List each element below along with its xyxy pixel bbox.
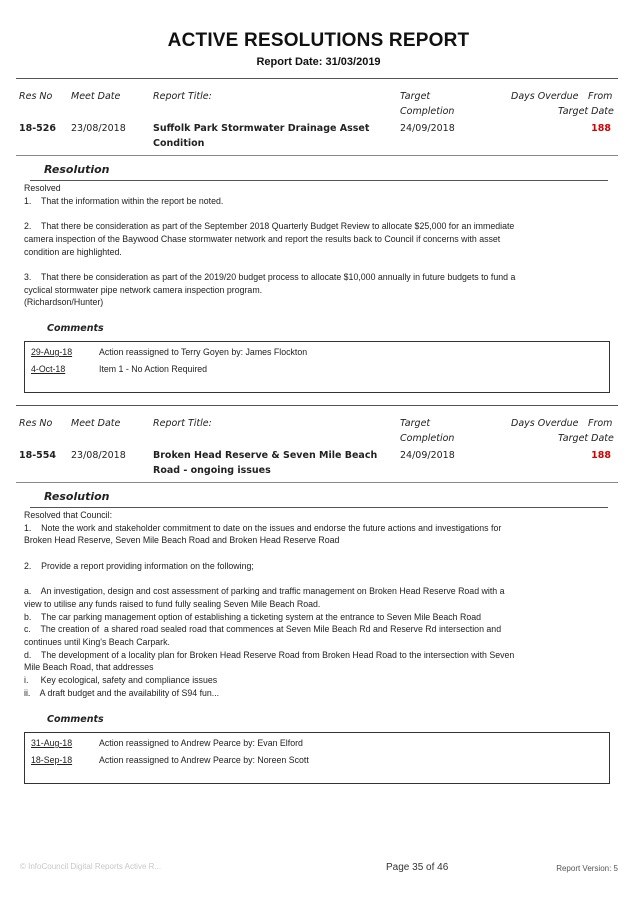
block-divider <box>16 405 618 406</box>
target-completion: 24/09/2018 <box>400 123 455 134</box>
col-header-target: Target <box>400 91 431 102</box>
meet-date: 23/08/2018 <box>71 450 126 461</box>
col-header-report-title: Report Title: <box>153 91 212 102</box>
days-overdue: 188 <box>591 123 611 134</box>
report-title-line-2: Road - ongoing issues <box>153 465 271 476</box>
col-header-report-title: Report Title: <box>153 418 212 429</box>
report-title-line-1: Suffolk Park Stormwater Drainage Asset <box>153 123 370 134</box>
resolution-text: Resolved that Council: 1. Note the work and stakeholder commitment to date on the issues and endorse the future actions and investigations for Broken Head Reserve, Seven Mile Beach Road and Broken Head Reserve Road 2. Provide a report providing information on the following; a. An investigation, design and cost assessment of parking and traffic management on Broken Head Reserve Road with a view to utilise any funds raised to fund fully sealing Seven Mile Beach Road. b. The car parking management option of establishing a ticketing system at the entrance to Seven Mile Beach Road c. The creation of a shared road sealed road that commences at Seven Mile Beach Rd and Reserve Rd intersection and continues until King's Beach Carpark. d. The development of a locality plan for Broken Head Reserve Road from Broken Head Road to the intersection with Seven Mile Beach Road, that addresses i. Key ecological, safety and compliance issues ii. A draft budget and the availability of S94 fun... <box>24 510 515 698</box>
res-no: 18-554 <box>19 450 56 461</box>
res-no: 18-526 <box>19 123 56 134</box>
resolution-heading-rule <box>30 180 608 181</box>
report-version: Report Version: 5 <box>556 864 618 873</box>
report-title-line-1: Broken Head Reserve & Seven Mile Beach <box>153 450 378 461</box>
target-completion: 24/09/2018 <box>400 450 455 461</box>
comments-heading: Comments <box>47 323 104 334</box>
col-header-res-no: Res No <box>19 418 53 429</box>
report-title: ACTIVE RESOLUTIONS REPORT <box>167 30 470 51</box>
page-number: Page 35 of 46 <box>386 862 449 873</box>
row-divider <box>16 155 618 156</box>
resolution-heading: Resolution <box>44 163 110 176</box>
comment-date[interactable]: 18-Sep-18 <box>31 755 73 765</box>
comment-text: Action reassigned to Andrew Pearce by: Noreen Scott <box>99 755 309 765</box>
comment-text: Action reassigned to Andrew Pearce by: Evan Elford <box>99 738 303 748</box>
header-divider <box>16 78 618 79</box>
comment-text: Item 1 - No Action Required <box>99 364 208 374</box>
col-header-days-overdue: Days Overdue <box>511 418 579 429</box>
col-header-meet-date: Meet Date <box>71 91 121 102</box>
comment-date[interactable]: 4-Oct-18 <box>31 364 66 374</box>
comment-date[interactable]: 29-Aug-18 <box>31 347 73 357</box>
col-header-res-no: Res No <box>19 91 53 102</box>
resolution-heading: Resolution <box>44 490 110 503</box>
col-header-from: From <box>588 418 613 429</box>
col-header-meet-date: Meet Date <box>71 418 121 429</box>
col-header-completion: Completion <box>400 433 455 444</box>
col-header-target-date: Target Date <box>558 106 614 117</box>
row-divider <box>16 482 618 483</box>
report-date: Report Date: 31/03/2019 <box>256 56 381 68</box>
comments-box <box>24 341 610 393</box>
resolution-heading-rule <box>30 507 608 508</box>
comment-date[interactable]: 31-Aug-18 <box>31 738 73 748</box>
comment-text: Action reassigned to Terry Goyen by: James Flockton <box>99 347 308 357</box>
resolution-text: Resolved 1. That the information within the report be noted. 2. That there be consideration as part of the September 2018 Quarterly Budget Review to allocate $25,000 for an immediate camera inspection of the Baywood Chase stormwater network and report the results back to Council if concerns with asset condition are highlighted. 3. That there be consideration as part of the 2019/20 budget process to allocate $10,000 annually in future budgets to fund a cyclical stormwater pipe network camera inspection program. (Richardson/Hunter) <box>24 183 516 308</box>
report-title-line-2: Condition <box>153 138 205 149</box>
days-overdue: 188 <box>591 450 611 461</box>
meet-date: 23/08/2018 <box>71 123 126 134</box>
footer-watermark: © InfoCouncil Digital Reports Active R... <box>20 862 162 871</box>
col-header-target-date: Target Date <box>558 433 614 444</box>
col-header-target: Target <box>400 418 431 429</box>
col-header-from: From <box>588 91 613 102</box>
col-header-days-overdue: Days Overdue <box>511 91 579 102</box>
col-header-completion: Completion <box>400 106 455 117</box>
comments-heading: Comments <box>47 714 104 725</box>
comments-box <box>24 732 610 784</box>
